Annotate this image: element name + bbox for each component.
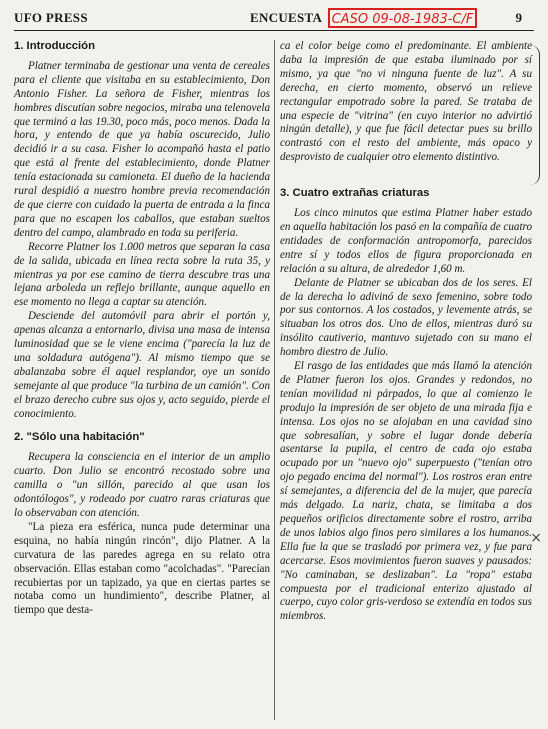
case-stamp: CASO 09-08-1983-C/F [328,8,477,28]
continued-paragraph: ca el color beige como el predominante. El ambiente daba la impresión de que estaba iluminado por sí mismo, ya que "no vi ninguna fuente de luz". A su derecha, en cierto momento, observó un relieve rectangular empotrado sobre la pared. Se trataba de una especie de "vitrina" (en cuyo interior no advirtió ningún detalle), y que fue fácil detectar pues su brillo contrastó con el resto del ambiente, más opaco y desprovisto de cualquier otro elemento distintivo. [280,40,532,164]
left-column [14,40,270,618]
section-2-paragraph-1: Recupera la consciencia en el interior de un amplio cuarto. Don Julio se encontró recostado sobre una camilla o "un sillón, parecido al que usan los odontólogos", y rodeado por cuatro raras criaturas que lo observaban con atención. [14,451,270,519]
section-3-title: 3. Cuatro extrañas criaturas [280,187,430,200]
publication-name: UFO PRESS [14,10,88,25]
page-header [14,8,534,31]
section-1-paragraph-3: Desciende del automóvil para abrir el portón y, apenas alcanza a entornarlo, divisa una masa de intensa luminosidad que se le viene encima ("parecía la luz de una soldadura autógena"). Al mismo tiempo que se abalanzaba sobre él aquel resplandor, oye un sonido semejante al que produce "la turbina de un camión". Con el brazo derecho cubre sus ojos y, acto seguido, pierde el conocimiento. [14,310,271,420]
section-2-title: 2. "Sólo una habitación" [14,431,145,444]
section-3-paragraph-2: Delante de Platner se ubicaban dos de los seres. El de la derecha lo adivinó de sexo femenino, sobre todo por sus contornos. A los costados, y levemente atrás, se situaban los otros dos. Uno de ellos, mientras duró su insólito cautiverio, mantuvo sujetado con su mano el hombro diestro de Julio. [280,276,532,359]
page-number: 9 [515,10,522,25]
section-name: ENCUESTA [250,10,323,25]
margin-bracket-annotation [527,45,540,185]
section-1-title: 1. Introducción [14,40,95,52]
section-1-paragraph-2: Recorre Platner los 1.000 metros que separan la casa de la salida, ubicada en línea recta sobre la ruta 35, y mientras ya por ese camino de tierra descubre tras una lejana arboleda un reflejo brillante, aunque aquello en ese momento no llega a captar su atención. [14,240,270,309]
section-3-paragraph-3: El rasgo de las entidades que más llamó la atención de Platner fueron los ojos. Grandes y redondos, no tenían movilidad ni párpados, lo que al comienzo le produjo la impresión de ser objeto de una mirada fija e intensa. Los ojos no se alojaban en una cavidad sino que sobresalían, y sobre el lugar donde debería asentarse la pupila, el centro de cada ojo estaba ocupado por un "nuevo ojo" superpuesto ("tenían otro ojo pegado encima del normal"). Los rostros eran entre sí semejantes, a diferencia del de la mujer, que parecía más delgado. La nariz, chata, se limitaba a dos pequeños orificios directamente sobre el rostro, arriba de unos labios algo finos pero similares a los humanos. Ella fue la que se trasladó por primera vez, y fue para acercarse. Esos movimientos fueron suaves y pausados: "No caminaban, se deslizaban". La "ropa" estaba compuesta por el tradicional enterizo ajustado al cuerpo, cuyo color gris-verdoso se extendía en todos sus miembros. [280,360,532,623]
spacer [280,165,532,187]
column-divider [274,40,275,720]
spacer [14,421,270,431]
section-2-paragraph-2: "La pieza era esférica, nunca pude determinar una esquina, no había ningún rincón", dijo Platner. A la curvatura de las paredes agrega en su relato otra observación. Ellas estaban como "acolchadas". "Parecían recubiertas por un tapizado, ya que en ciertas partes se notaba como un hundimiento", describe Platner, al tiempo que desta- [14,520,270,617]
right-column [280,40,532,624]
section-1-paragraph-1: Platner terminaba de gestionar una venta de cereales para el cliente que visitaba en su establecimiento, Don Antonio Fisher. La señora de Fisher, mientras los hombres discutían sobre negocios, miraba una telenovela que terminó a las 19.30, poco más, poco menos. Dada la hora, y entendo de que ya había oscurecido, Julio decidió ir a su casa. Fisher lo acompañó hasta el patio que está al frente del establecimiento, donde Platner tenía estacionada su camioneta. El dueño de la hacienda rural despidió a nuestro hombre previa recomendación de que cierre con cuidado la puerta de entrada a la finca para que no escapen los caballos, que estaban sueltos dentro del campo, alambrado en toda su periferia. [14,59,270,239]
section-3-paragraph-1: Los cinco minutos que estima Platner haber estado en aquella habitación los pasó en la compañía de cuatro entidades de conformación antropomorfa, parecidos entre sí y todos ellos de figura proporcionada en relación a su altura, de alrededor 1,60 m. [280,207,532,275]
margin-x-mark-icon: × [530,530,542,546]
